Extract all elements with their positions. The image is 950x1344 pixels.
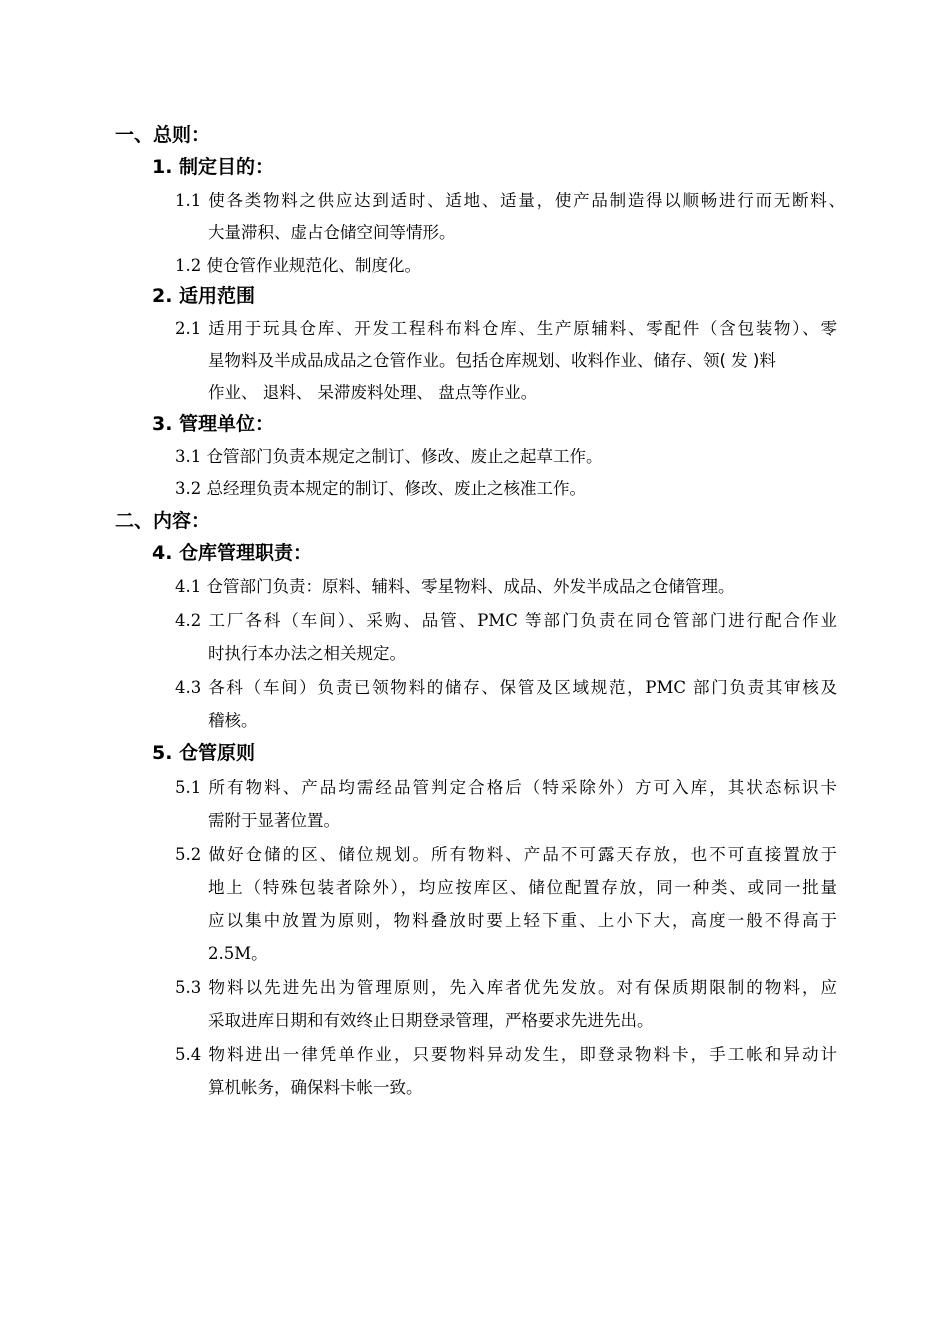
- paragraph-4-3-line-1: 4.3 各科（车间）负责已领物料的储存、保管及区域规范，PMC 部门负责其审核及: [175, 678, 837, 697]
- paragraph-5-2-line-4: 2.5M。: [208, 944, 268, 963]
- subheading-warehouse-duties: 4. 仓库管理职责：: [152, 542, 313, 564]
- subheading-management-unit: 3. 管理单位：: [152, 413, 275, 435]
- paragraph-3-2: 3.2 总经理负责本规定的制订、修改、废止之核准工作。: [175, 479, 586, 498]
- subheading-scope: 2. 适用范围: [152, 285, 256, 307]
- paragraph-2-1-line-2: [208, 350, 776, 372]
- subheading-warehouse-principles: 5. 仓管原则: [152, 742, 256, 764]
- paragraph-2-1-line-2-part-a: 星物料及半成品成品之仓管作业。: [208, 351, 456, 370]
- subheading-purpose: 1. 制定目的：: [152, 156, 275, 178]
- paragraph-5-3-line-1: 5.3 物料以先进先出为管理原则，先入库者优先发放。对有保质期限制的物料，应: [175, 978, 837, 997]
- paragraph-1-1-line-1: 1.1 使各类物料之供应达到适时、适地、适量，使产品制造得以顺畅进行而无断料、: [175, 191, 845, 210]
- paragraph-2-1-line-1: 2.1 适用于玩具仓库、开发工程科布料仓库、生产原辅料、零配件（含包装物）、零: [175, 319, 837, 338]
- paragraph-4-3-line-2: 稽核。: [208, 711, 258, 730]
- paragraph-3-1: 3.1 仓管部门负责本规定之制订、修改、废止之起草工作。: [175, 447, 603, 466]
- paragraph-1-1-line-2: 大量滞积、虚占仓储空间等情形。: [208, 223, 456, 242]
- paragraph-2-1-line-3: 作业、 退料、 呆滞废料处理、 盘点等作业。: [208, 383, 538, 402]
- paragraph-5-3-line-2: 采取进库日期和有效终止日期登录管理，严格要求先进先出。: [208, 1011, 654, 1030]
- paragraph-5-1-line-1: 5.1 所有物料、产品均需经品管判定合格后（特采除外）方可入库，其状态标识卡: [175, 778, 837, 797]
- paragraph-5-1-line-2: 需附于显著位置。: [208, 811, 340, 830]
- paragraph-2-1-line-2-part-b: 包括仓库规划、收料作业、储存、领( 发 )料: [455, 351, 776, 370]
- paragraph-5-4-line-1: 5.4 物料进出一律凭单作业，只要物料异动发生，即登录物料卡，手工帐和异动计: [175, 1045, 837, 1064]
- paragraph-1-2: 1.2 使仓管作业规范化、制度化。: [175, 256, 421, 275]
- section-heading-content: 二、内容：: [115, 510, 211, 532]
- paragraph-4-2-line-1: 4.2 工厂各科（车间）、采购、品管、PMC 等部门负责在同仓管部门进行配合作业: [175, 611, 837, 630]
- paragraph-5-2-line-2: 地上（特殊包装者除外），均应按库区、储位配置存放，同一种类、或同一批量: [208, 878, 837, 897]
- paragraph-5-2-line-1: 5.2 做好仓储的区、储位规划。所有物料、产品不可露天存放，也不可直接置放于: [175, 845, 837, 864]
- section-heading-general: 一、总则：: [115, 124, 211, 146]
- paragraph-4-1: 4.1 仓管部门负责：原料、辅料、零星物料、成品、外发半成品之仓储管理。: [175, 577, 735, 596]
- paragraph-5-2-line-3: 应以集中放置为原则，物料叠放时要上轻下重、上小下大，高度一般不得高于: [208, 911, 837, 930]
- paragraph-4-2-line-2: 时执行本办法之相关规定。: [208, 644, 406, 663]
- paragraph-5-4-line-2: 算机帐务，确保料卡帐一致。: [208, 1078, 423, 1097]
